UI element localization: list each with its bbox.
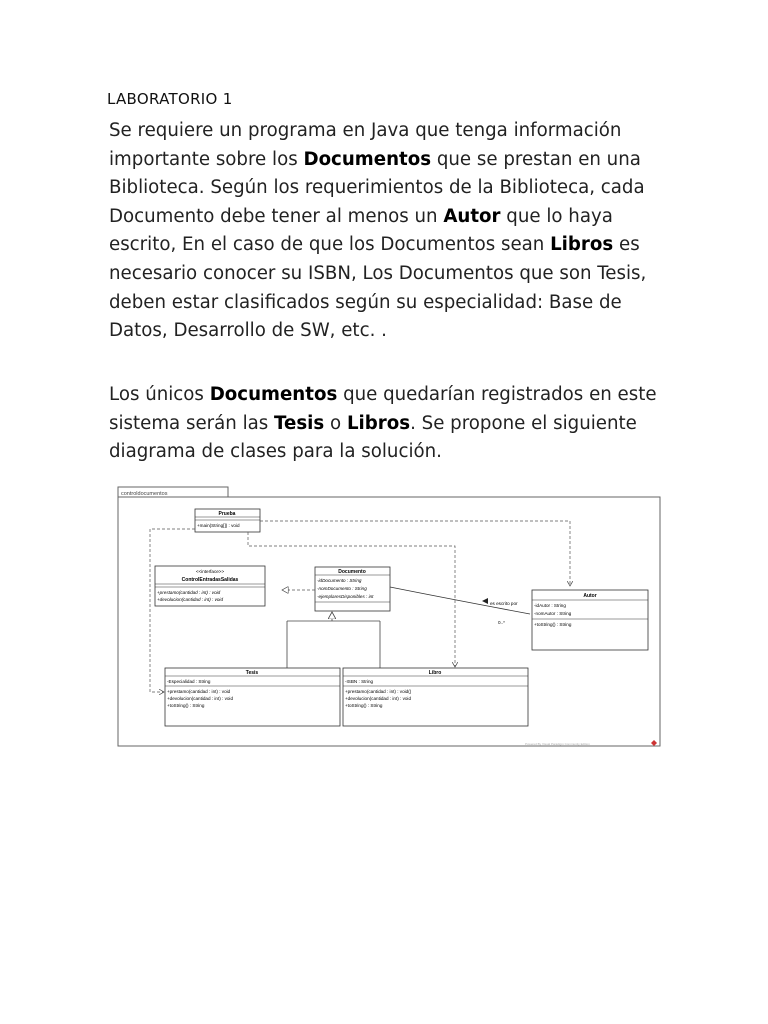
class-prueba-op: +main(String[]) : void: [197, 523, 240, 528]
class-tesis: [165, 668, 340, 726]
autor-op-tostring: +toString() : String: [534, 622, 572, 627]
autor-attr-nom: -nomAutor : String: [534, 611, 572, 616]
class-autor: [532, 590, 648, 650]
class-prueba: [195, 509, 260, 532]
tesis-op-prestamo: +prestamo(cantidad : int) : void: [167, 689, 231, 694]
watermark-text: Powered By Visual Paradigm Community Edition: [525, 742, 590, 746]
libro-op-prestamo: +prestamo(cantidad : int) : void(): [345, 689, 412, 694]
documento-attr-ejemplares: -ejemplaresDisponibles : int: [317, 594, 374, 599]
documento-attr-nom: -nomDocumento : String: [317, 586, 367, 591]
class-documento: [315, 567, 390, 611]
paragraph-proposal: Los únicos Documentos que quedarían registrados en este sistema serán las Tesis o Libros. Se propone el siguiente diagrama de clases para la solución.: [109, 384, 657, 463]
paragraph-requirements: Se requiere un programa en Java que tenga información importante sobre los Documentos que se prestan en una Biblioteca. Según los requerimientos de la Biblioteca, cada Documento debe tener al menos un Autor que lo haya escrito, En el caso de que los Documentos sean Libros es necesario conocer su ISBN, Los Documentos que son Tesis, deben estar clasificados según su especialidad: Base de Datos, Desarrollo de SW, etc. .: [109, 120, 647, 342]
autor-attr-id: -idAutor : String: [534, 603, 566, 608]
tesis-attr-especialidad: -Especialidad : String: [167, 679, 211, 684]
libro-op-devolucion: +devolucion(cantidad : int) : void: [345, 696, 412, 701]
association-label: es escrito por: [490, 601, 518, 606]
page-title: LABORATORIO 1: [107, 90, 233, 108]
tesis-op-tostring: +toString() : String: [167, 703, 205, 708]
interface-op-prestamo: +prestamo(cantidad : int) : void: [157, 590, 221, 595]
package-label: controldocumentos: [121, 491, 168, 497]
tesis-op-devolucion: +devolucion(cantidad : int) : void: [167, 696, 234, 701]
interface-name: ControlEntradasSalidas: [181, 577, 239, 583]
class-libro-name: Libro: [428, 670, 442, 676]
interface-op-devolucion: +devolucion(cantidad : int) : void: [157, 597, 224, 602]
class-tesis-name: Tesis: [245, 670, 259, 676]
interface-stereotype: <<interface>>: [195, 569, 225, 574]
interface-control-entradas-salidas: [155, 566, 265, 606]
libro-attr-isbn: -ISBN : String: [345, 679, 374, 684]
class-autor-name: Autor: [583, 593, 597, 599]
class-prueba-name: Prueba: [218, 511, 236, 517]
libro-op-tostring: +toString() : String: [345, 703, 383, 708]
documento-attr-id: -idDocumento : String: [317, 578, 362, 583]
association-multiplicity: 0..*: [498, 620, 505, 625]
class-documento-name: Documento: [338, 569, 366, 575]
class-libro: [343, 668, 528, 726]
class-diagram: [110, 484, 670, 754]
